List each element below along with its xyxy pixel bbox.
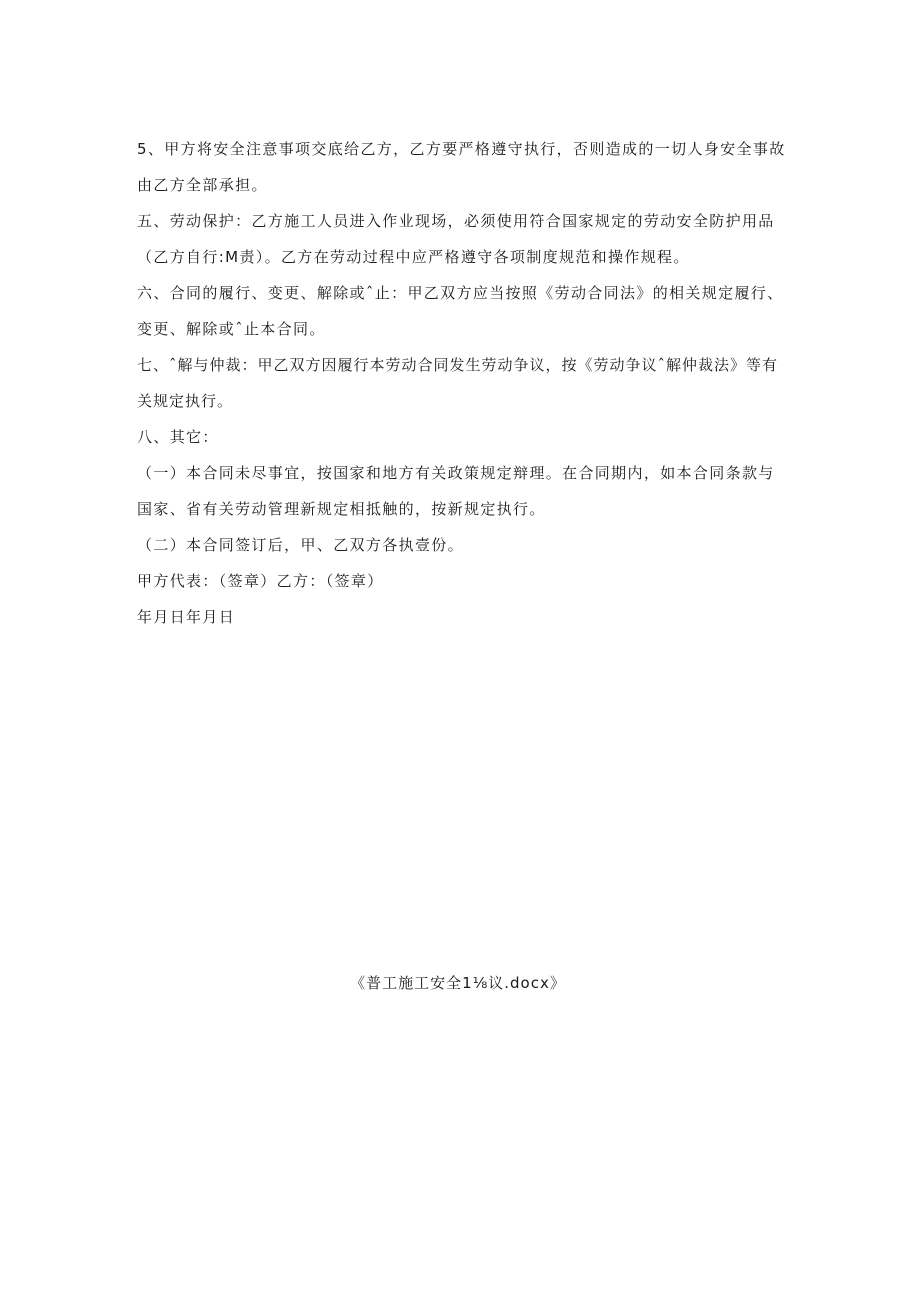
document-body — [137, 131, 787, 635]
document-footer — [0, 972, 920, 993]
clause-mediation-arbitration: 七、ˆ解与仲裁：甲乙双方因履行本劳动合同发生劳动争议，按《劳动争议ˆ解仲裁法》等有关规定执行。 — [137, 356, 779, 410]
clause-contract-performance: 六、合同的履行、变更、解除或ˆ止：甲乙双方应当按照《劳动合同法》的相关规定履行、变更、解除或ˆ止本合同。 — [137, 284, 784, 338]
footer-filename: 《普工施工安全1⅛议.docx》 — [350, 974, 566, 992]
date-line: 年月日年月日 — [137, 608, 236, 626]
clause-other-heading: 八、其它： — [137, 428, 219, 446]
clause-5-safety: 5、甲方将安全注意事项交底给乙方，乙方要严格遵守执行，否则造成的一切人身安全事故由乙方全部承担。 — [137, 140, 786, 194]
clause-labor-protection: 五、劳动保护：乙方施工人员进入作业现场，必须使用符合国家规定的劳动安全防护用品（乙方自行:M责）。乙方在劳动过程中应严格遵守各项制度规范和操作规程。 — [137, 212, 775, 266]
clause-other-item-2: （二）本合同签订后，甲、乙双方各执壹份。 — [137, 536, 465, 554]
clause-other-item-1: （一）本合同未尽事宜，按国家和地方有关政策规定辩理。在合同期内，如本合同条款与国家、省有关劳动管理新规定相抵触的，按新规定执行。 — [137, 464, 775, 518]
signature-line: 甲方代表：（签章）乙方：（签章） — [137, 572, 384, 590]
